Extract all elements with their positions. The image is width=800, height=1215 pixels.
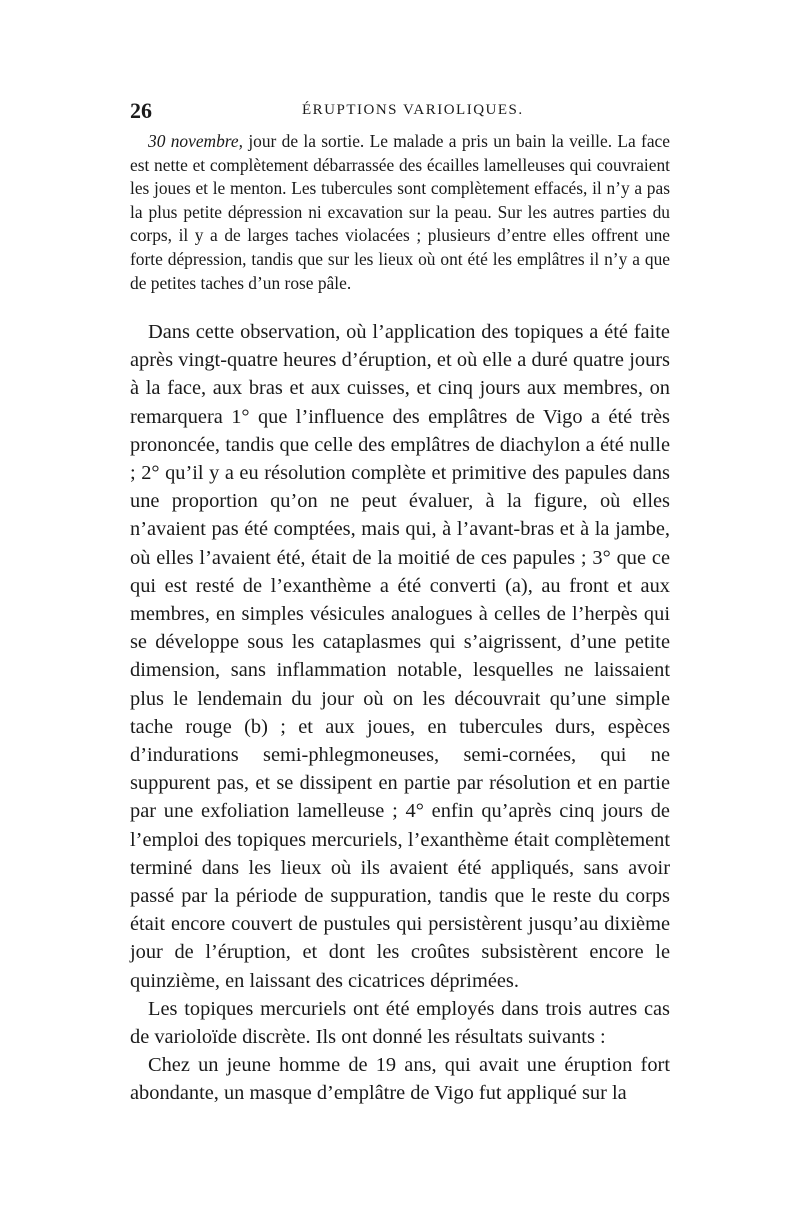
- lead-date: 30 novembre,: [148, 131, 243, 151]
- main-text: [130, 318, 670, 1108]
- lead-text: jour de la sortie. Le malade a pris un bain la veille. La face est nette et complètement débarrassée des écailles lamelleuses qui couvraient les joues et le menton. Les tubercules sont complètement effacés, il n’y a pas la plus petite dépression ni excavation sur la peau. Sur les autres parties du corps, il y a de larges taches violacées ; plusieurs d’entre elles offrent une forte dépression, tandis que sur les lieux où ont été les emplâtres il n’y a que de petites taches d’un rose pâle.: [130, 131, 670, 293]
- paragraph-observation: Dans cette observation, où l’application des topiques a été faite après vingt-quatre heures d’éruption, et où elle a duré quatre jours à la face, aux bras et aux cuisses, et cinq jours aux membres, on remarquera 1° que l’influence des emplâtres de Vigo a été très prononcée, tandis que celle des emplâtres de diachylon a été nulle ; 2° qu’il y a eu résolution complète et primitive des papules dans une proportion qu’on ne peut évaluer, à la figure, où elles n’avaient pas été comptées, mais qui, à l’avant-bras et à la jambe, où elles l’avaient été, était de la moitié de ces papules ; 3° que ce qui est resté de l’exanthème a été converti (a), au front et aux membres, en simples vésicules analogues à celles de l’herpès qui se développe sous les cataplasmes qui s’aigrissent, d’une petite dimension, sans inflammation notable, lesquelles ne laissaient plus le lendemain du jour où on les découvrait qu’une simple tache rouge (b) ; et aux joues, en tubercules durs, espèces d’indurations semi-phlegmoneuses, semi-cornées, qui ne suppurent pas, et se dissipent en partie par résolution et en partie par une exfoliation lamelleuse ; 4° enfin qu’après cinq jours de l’emploi des topiques mercuriels, l’exanthème était complètement terminé dans les lieux où ils avaient été appliqués, sans avoir passé par la période de suppuration, tandis que le reste du corps était encore couvert de pustules qui persistèrent jusqu’au dixième jour de l’éruption, et dont les croûtes subsistèrent encore le quinzième, en laissant des cicatrices déprimées.: [130, 321, 670, 992]
- lead-paragraph-block: [130, 130, 670, 295]
- paragraph-young-man: Chez un jeune homme de 19 ans, qui avait une éruption fort abondante, un masque d’emplâtre de Vigo fut appliqué sur la: [130, 1054, 670, 1105]
- page-number: 26: [130, 98, 152, 123]
- lead-paragraph: [130, 130, 670, 295]
- page-header: [130, 98, 670, 126]
- running-title: ÉRUPTIONS VARIOLIQUES.: [302, 102, 524, 118]
- paragraph-other-cases: Les topiques mercuriels ont été employés dans trois autres cas de varioloïde discrète. Ils ont donné les résultats suivants :: [130, 997, 670, 1049]
